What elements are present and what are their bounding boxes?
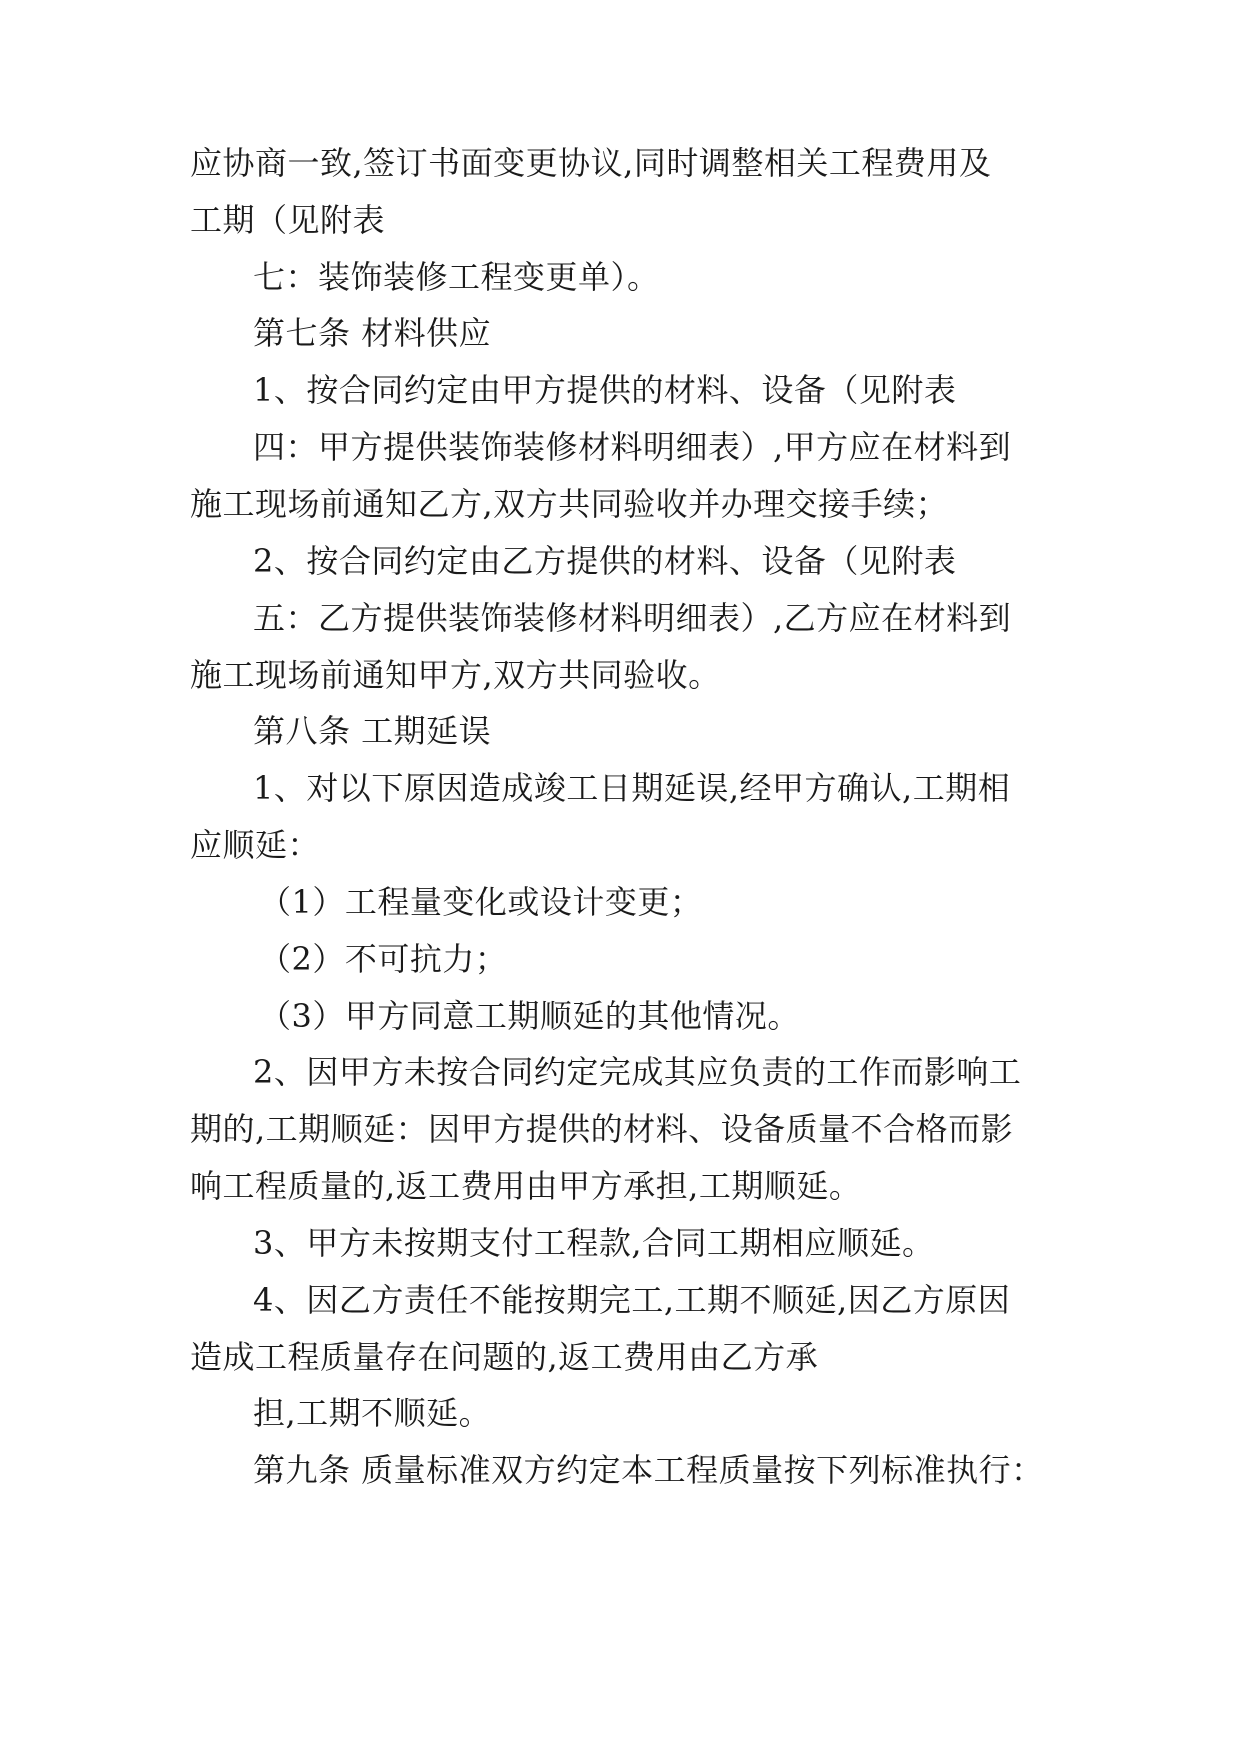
text-line: 1、对以下原因造成竣工日期延误,经甲方确认,工期相 — [253, 769, 1011, 807]
text-line: 七：装饰装修工程变更单）。 — [253, 258, 660, 296]
text-line: 响工程质量的,返工费用由甲方承担,工期顺延。 — [190, 1167, 862, 1205]
text-line: 五：乙方提供装饰装修材料明细表）,乙方应在材料到 — [253, 599, 1012, 637]
text-line: 施工现场前通知乙方,双方共同验收并办理交接手续； — [190, 485, 949, 523]
list-item: （1）工程量变化或设计变更； — [259, 883, 703, 921]
text-line: 期的,工期顺延：因甲方提供的材料、设备质量不合格而影 — [190, 1110, 1014, 1148]
section-heading: 第八条 工期延误 — [253, 712, 492, 750]
section-heading: 第九条 质量标准双方约定本工程质量按下列标准执行： — [253, 1451, 1044, 1489]
list-item: （3）甲方同意工期顺延的其他情况。 — [259, 997, 800, 1035]
text-line: 2、因甲方未按合同约定完成其应负责的工作而影响工 — [253, 1053, 1022, 1091]
text-line: 造成工程质量存在问题的,返工费用由乙方承 — [190, 1338, 819, 1376]
section-heading: 第七条 材料供应 — [253, 314, 492, 352]
text-line: 2、按合同约定由乙方提供的材料、设备（见附表 — [253, 542, 957, 580]
text-line: 担,工期不顺延。 — [253, 1394, 492, 1432]
text-line: 1、按合同约定由甲方提供的材料、设备（见附表 — [253, 371, 957, 409]
text-line: 3、甲方未按期支付工程款,合同工期相应顺延。 — [253, 1224, 935, 1262]
text-line: 应协商一致,签订书面变更协议,同时调整相关工程费用及 — [190, 144, 992, 182]
text-line: 4、因乙方责任不能按期完工,工期不顺延,因乙方原因 — [253, 1281, 1011, 1319]
text-line: 施工现场前通知甲方,双方共同验收。 — [190, 656, 721, 694]
text-line: 工期（见附表 — [190, 201, 386, 239]
list-item: （2）不可抗力； — [259, 940, 508, 978]
text-line: 应顺延： — [190, 826, 321, 864]
text-line: 四：甲方提供装饰装修材料明细表）,甲方应在材料到 — [253, 428, 1012, 466]
